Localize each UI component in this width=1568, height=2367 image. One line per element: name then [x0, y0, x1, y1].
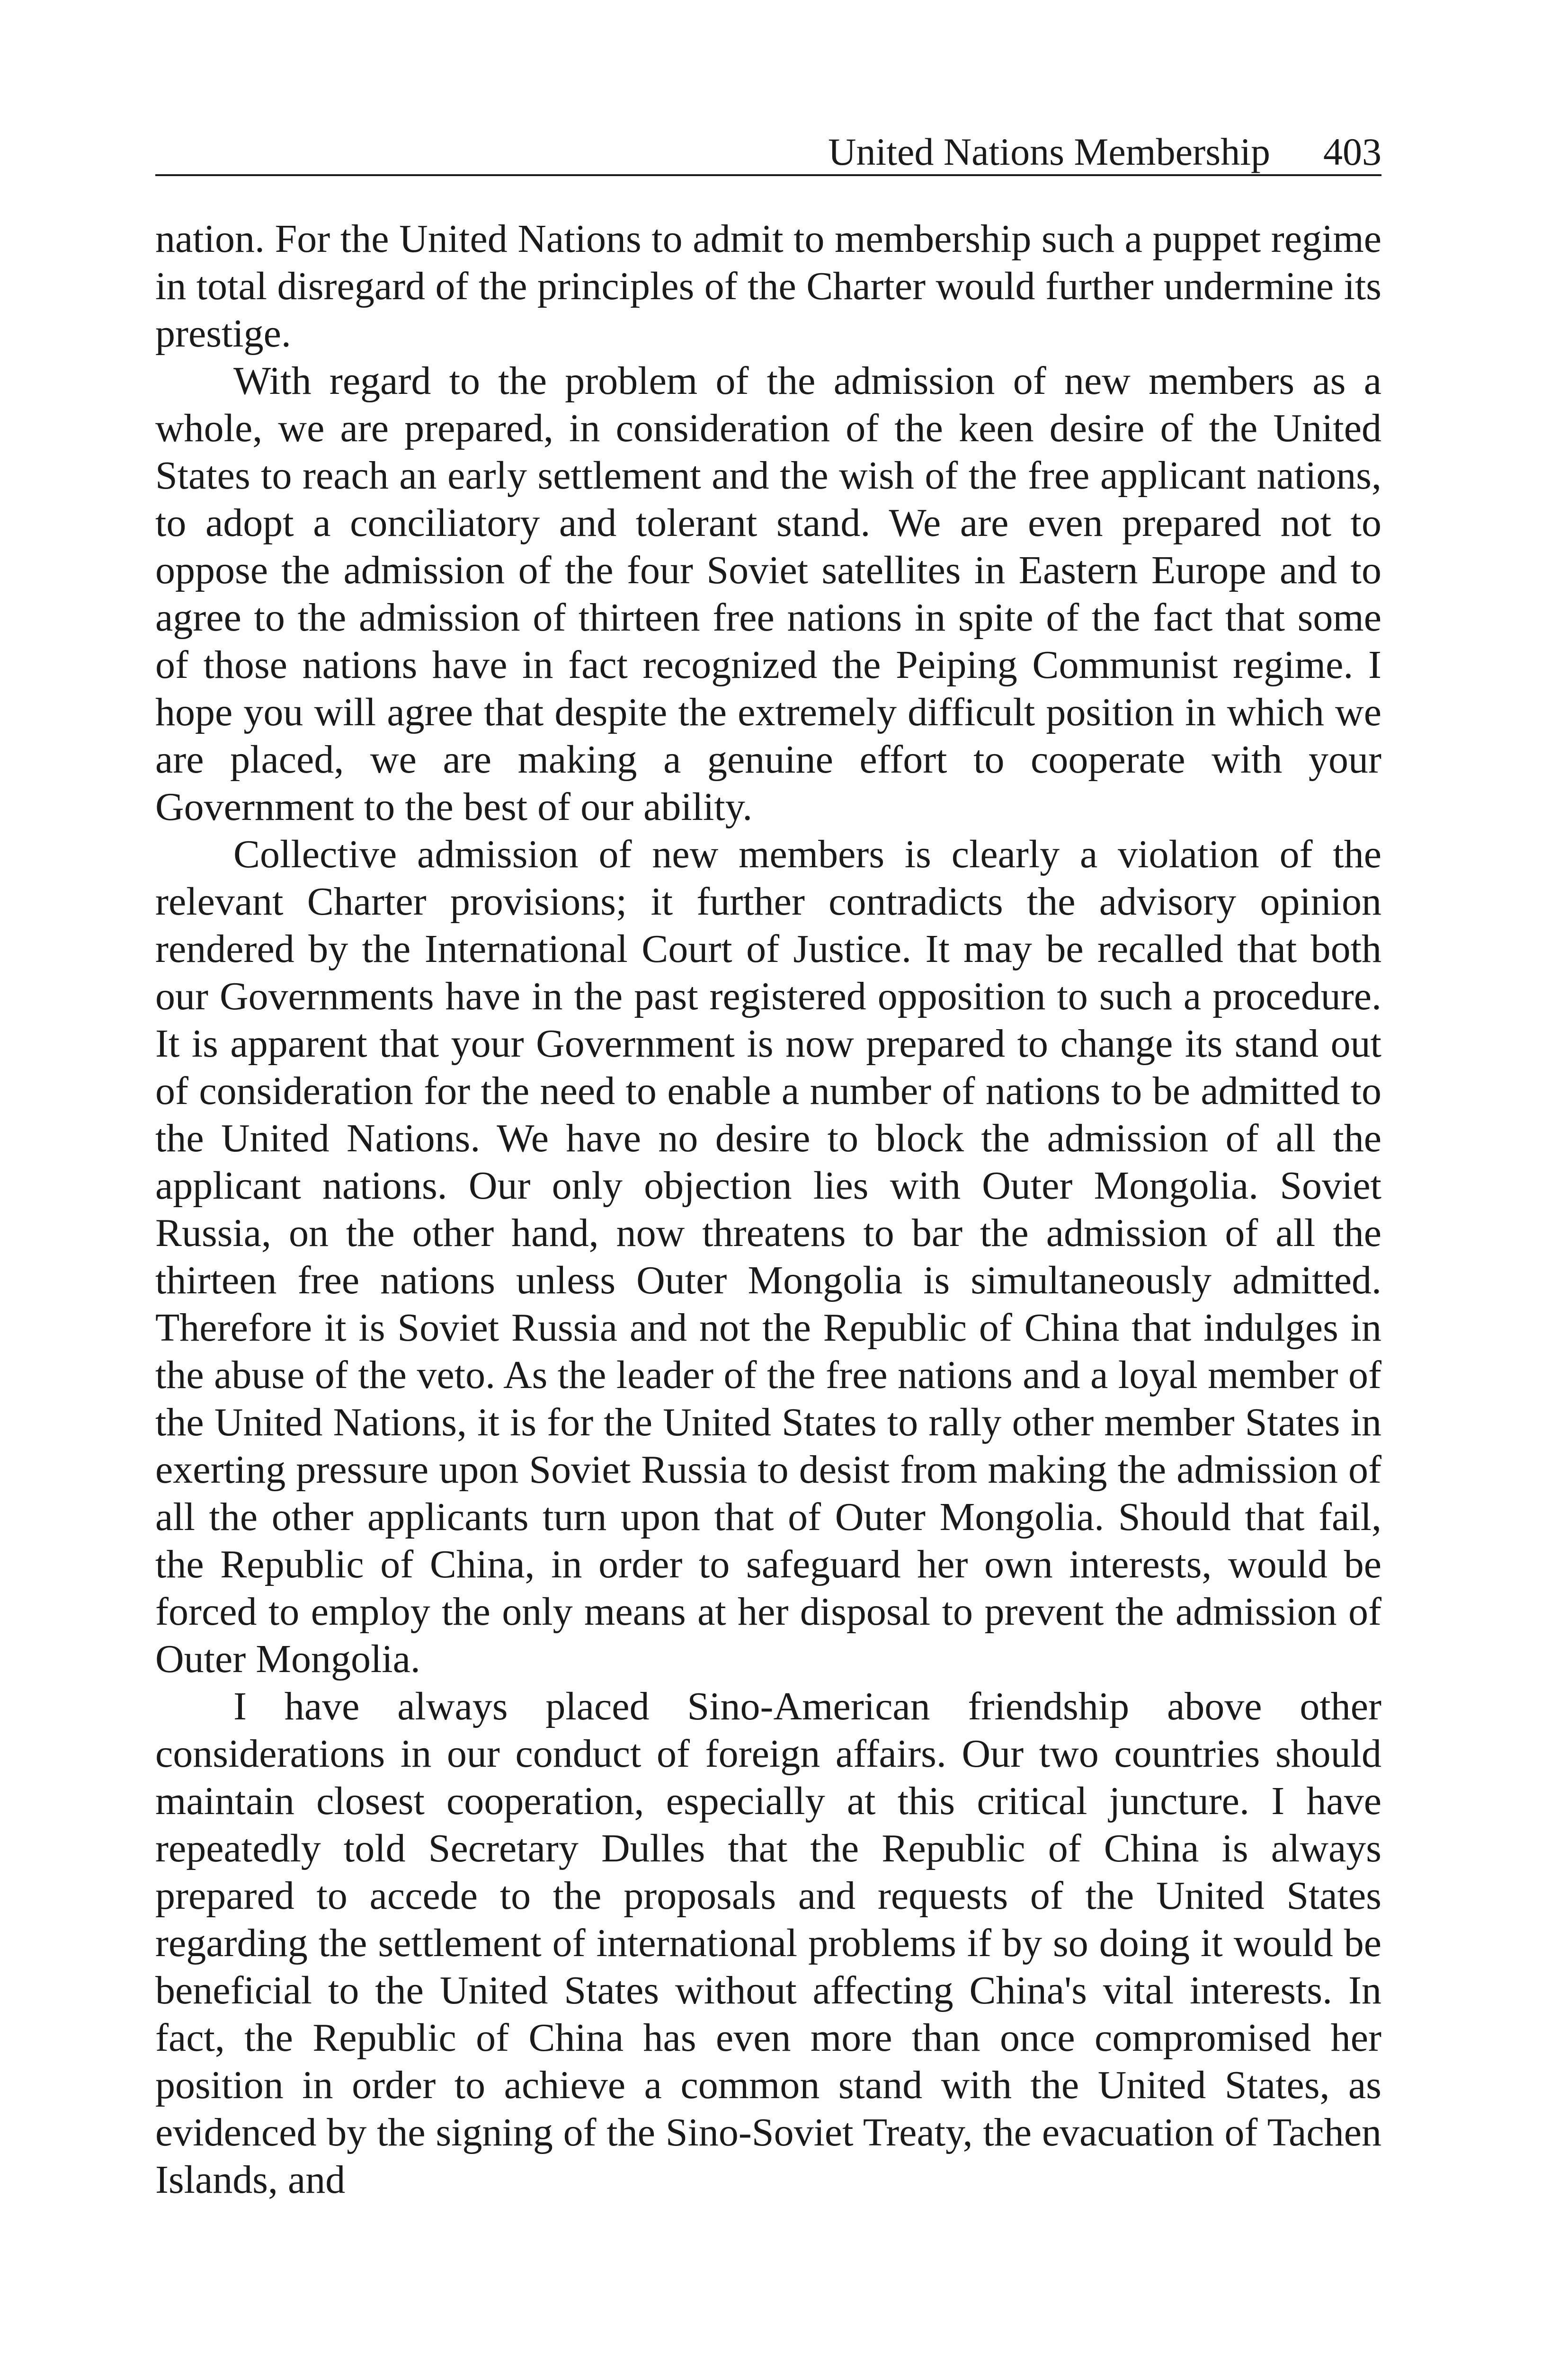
- running-head: [155, 118, 1381, 176]
- paragraph-admission-stance: With regard to the problem of the admission of new members as a whole, we are prepared, in consideration of the keen desire of the United States to reach an early settlement and the wish of the free applicant nations, to adopt a conciliatory and tolerant stand. We are even prepared not to oppose the admission of the four Soviet satellites in Eastern Europe and to agree to the admission of thirteen free nations in spite of the fact that some of those nations have in fact recognized the Peiping Communist regime. I hope you will agree that despite the extremely difficult position in which we are placed, we are making a genuine effort to cooperate with your Government to the best of our ability.: [155, 359, 1381, 829]
- body-text: [155, 215, 1381, 2204]
- paragraph-continuation: nation. For the United Nations to admit to membership such a puppet regime in total disregard of the principles of the Charter would further undermine its prestige.: [155, 217, 1381, 356]
- page-number: 403: [1323, 130, 1381, 173]
- paragraph-collective-admission: Collective admission of new members is clearly a violation of the relevant Charter provisions; it further contradicts the advisory opinion rendered by the International Court of Justice. It may be recalled that both our Governments have in the past registered opposition to such a procedure. It is apparent that your Government is now prepared to change its stand out of consideration for the need to enable a number of nations to be admitted to the United Nations. We have no desire to block the admission of all the applicant nations. Our only objection lies with Outer Mongolia. Soviet Russia, on the other hand, now threatens to bar the admission of all the thirteen free nations unless Outer Mongolia is simultaneously admitted. Therefore it is Soviet Russia and not the Republic of China that indulges in the abuse of the veto. As the leader of the free nations and a loyal member of the United Nations, it is for the United States to rally other member States in exerting pressure upon Soviet Russia to desist from making the admission of all the other applicants turn upon that of Outer Mongolia. Should that fail, the Republic of China, in order to safeguard her own interests, would be forced to employ the only means at her disposal to prevent the admission of Outer Mongolia.: [155, 832, 1381, 1681]
- running-title: United Nations Membership: [828, 130, 1270, 173]
- paragraph-sino-american-friendship: I have always placed Sino-American friendship above other considerations in our conduct of foreign affairs. Our two countries should maintain closest cooperation, especially at this critical juncture. I have repeatedly told Secretary Dulles that the Republic of China is always prepared to accede to the proposals and requests of the United States regarding the settlement of international problems if by so doing it would be beneficial to the United States without affecting China's vital interests. In fact, the Republic of China has even more than once compromised her position in order to achieve a common stand with the United States, as evidenced by the signing of the Sino-Soviet Treaty, the evacuation of Tachen Islands, and: [155, 1684, 1381, 2202]
